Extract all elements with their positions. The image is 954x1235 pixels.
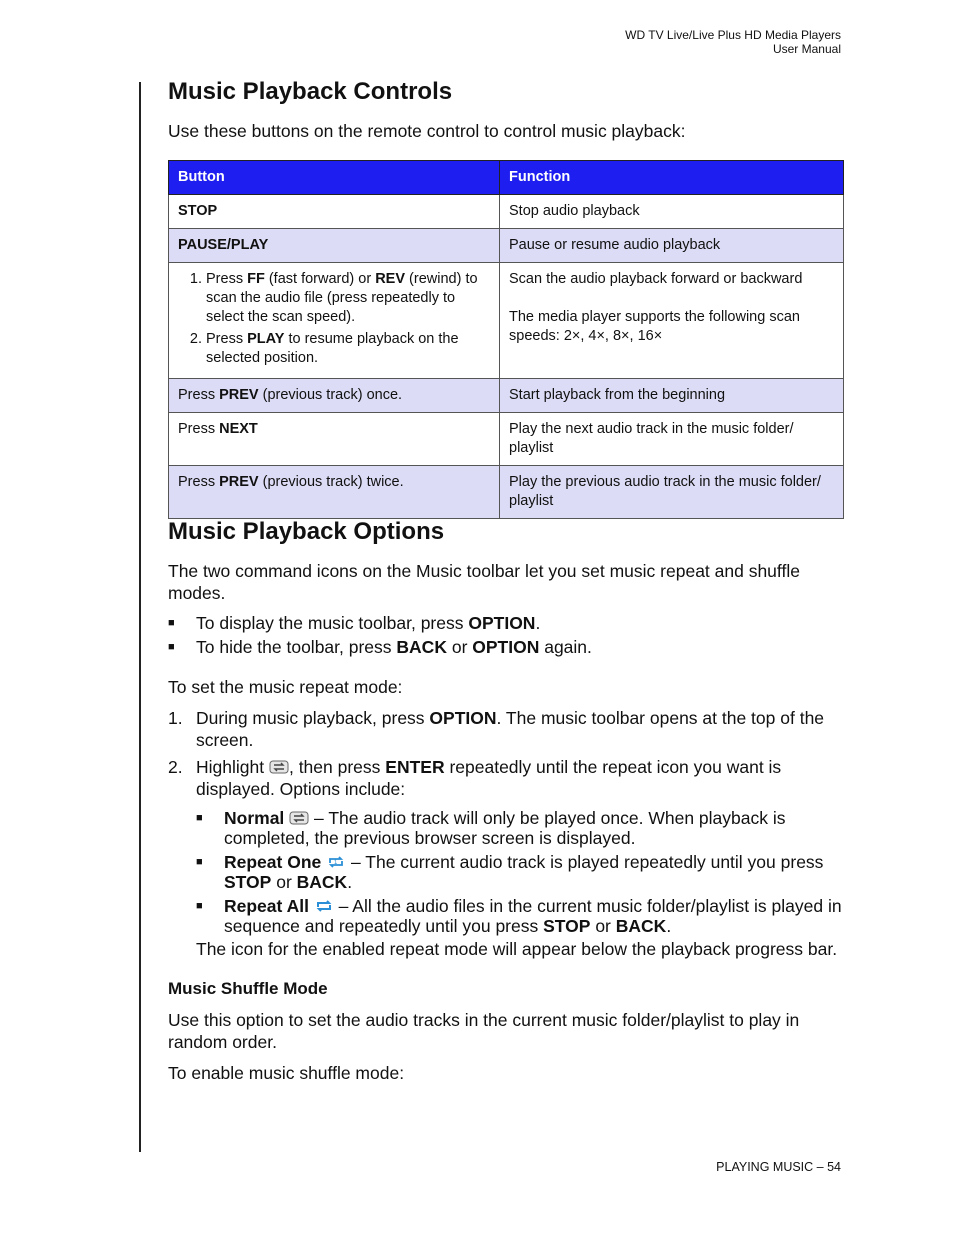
repeat-intro: To set the music repeat mode: bbox=[168, 677, 403, 697]
section-title: Music Playback Options bbox=[168, 518, 445, 545]
repeat-note: The icon for the enabled repeat mode will appear below the playback progress bar. bbox=[196, 939, 838, 959]
toolbar-bullets bbox=[168, 612, 844, 658]
list-item: ■ Repeat One 1 – The current audio track is played repeatedly until you press STOP or BACK. bbox=[196, 852, 824, 892]
table-row bbox=[169, 195, 844, 229]
repeat-steps bbox=[168, 707, 844, 800]
header-product: WD TV Live/Live Plus HD Media Players bbox=[625, 28, 841, 42]
button-cell: Press PREV (previous track) once. bbox=[169, 379, 500, 413]
repeat-all-icon bbox=[314, 898, 334, 914]
list-item: 2. Highlight , then press ENTER repeatedly until the repeat icon you want is displayed. Options include: bbox=[168, 757, 782, 799]
repeat-options bbox=[196, 808, 844, 936]
list-item: ■ To display the music toolbar, press OPTION. bbox=[168, 613, 541, 633]
shuffle-intro: Use this option to set the audio tracks in the current music folder/playlist to play in random order. bbox=[168, 1010, 800, 1052]
table-header bbox=[169, 161, 844, 195]
margin-rule bbox=[139, 82, 141, 1152]
function-text: Stop audio playback bbox=[500, 195, 844, 229]
page-footer: PLAYING MUSIC – 54 bbox=[716, 1160, 841, 1174]
section-options bbox=[168, 518, 844, 1084]
running-header bbox=[625, 28, 841, 56]
function-text: Scan the audio playback forward or backward bbox=[509, 271, 803, 287]
footer-section: PLAYING MUSIC bbox=[716, 1160, 814, 1174]
repeat-one-icon bbox=[326, 854, 346, 870]
function-text: Play the next audio track in the music folder/ playlist bbox=[500, 413, 844, 466]
list-item: ■ Repeat All – All the audio files in the current music folder/playlist is played in sequence and repeatedly until you press STOP or BACK. bbox=[196, 896, 842, 936]
list-item: 1. Press FF (fast forward) or REV (rewind) to scan the audio file (press repeatedly to select the scan speed). bbox=[206, 270, 490, 327]
repeat-normal-icon bbox=[269, 759, 289, 775]
col-function: Function bbox=[500, 161, 844, 195]
button-name: PAUSE/PLAY bbox=[178, 237, 269, 253]
button-name: STOP bbox=[178, 203, 218, 219]
col-button: Button bbox=[169, 161, 500, 195]
section-controls bbox=[168, 78, 844, 142]
svg-text:1: 1 bbox=[334, 860, 338, 866]
controls-table bbox=[168, 160, 844, 519]
function-text: Start playback from the beginning bbox=[500, 379, 844, 413]
table-row bbox=[169, 466, 844, 519]
list-item: 2. Press PLAY to resume playback on the selected position. bbox=[206, 330, 490, 368]
controls-table-wrap bbox=[168, 160, 844, 519]
steps-list bbox=[178, 270, 490, 368]
list-item: 1. During music playback, press OPTION. The music toolbar opens at the top of the screen. bbox=[168, 708, 825, 750]
header-doc: User Manual bbox=[772, 42, 841, 56]
button-cell: Press NEXT bbox=[169, 413, 500, 466]
subsection-title: Music Shuffle Mode bbox=[168, 979, 328, 998]
table-row bbox=[169, 229, 844, 263]
shuffle-enable: To enable music shuffle mode: bbox=[168, 1063, 405, 1083]
table-row bbox=[169, 263, 844, 379]
section-intro: Use these buttons on the remote control to control music playback: bbox=[168, 121, 686, 141]
list-item: ■ To hide the toolbar, press BACK or OPTION again. bbox=[168, 637, 592, 657]
list-item: ■ Normal – The audio track will only be played once. When playback is completed, the previous browser screen is displayed. bbox=[196, 808, 786, 848]
button-cell: Press PREV (previous track) twice. bbox=[169, 466, 500, 519]
section-intro: The two command icons on the Music toolbar let you set music repeat and shuffle modes. bbox=[168, 561, 800, 603]
section-title: Music Playback Controls bbox=[168, 78, 453, 105]
page-number: 54 bbox=[827, 1160, 841, 1174]
table-row bbox=[169, 379, 844, 413]
table-row bbox=[169, 413, 844, 466]
function-note: The media player supports the following scan speeds: 2×, 4×, 8×, 16× bbox=[509, 309, 800, 344]
function-text: Play the previous audio track in the music folder/ playlist bbox=[500, 466, 844, 519]
repeat-normal-icon bbox=[289, 810, 309, 826]
function-text: Pause or resume audio playback bbox=[500, 229, 844, 263]
